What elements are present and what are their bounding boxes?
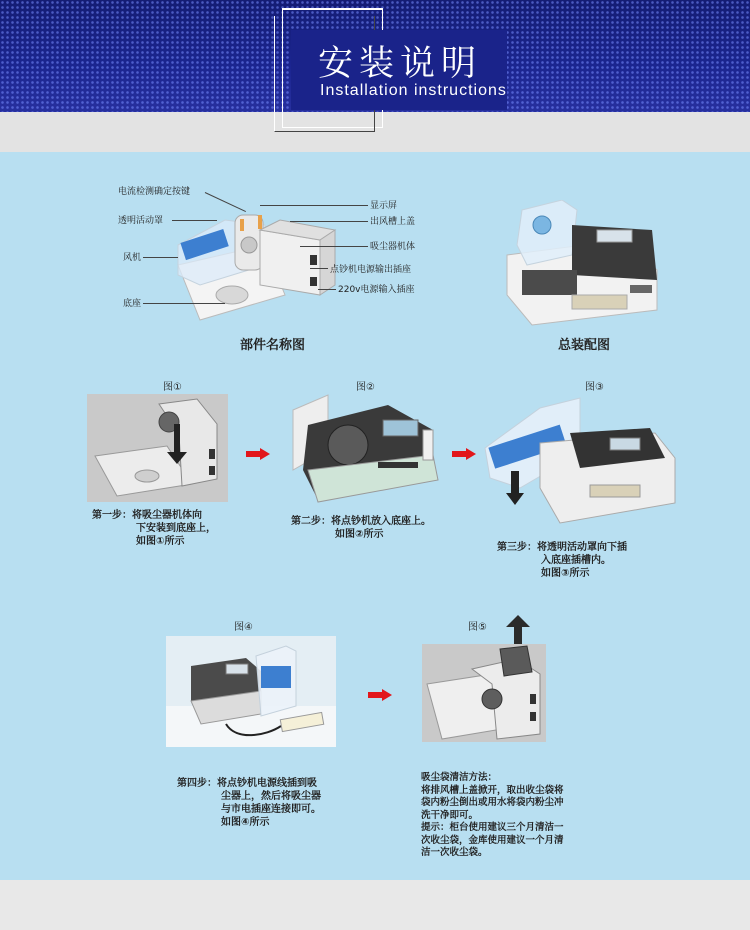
- page-subtitle: Installation instructions: [320, 82, 507, 99]
- figure-4-label: 图④: [234, 622, 253, 633]
- figure-3-image: [480, 393, 678, 529]
- step-2-line: 第二步：将点钞机放入底座上。: [291, 516, 431, 527]
- label-vacuum-body: 吸尘器机体: [370, 242, 416, 252]
- leader-line: [143, 303, 225, 304]
- step-4-line: 如图④所示: [221, 817, 270, 828]
- step-3-line: 入底座插槽内。: [541, 555, 611, 566]
- cleaning-line: 将排风槽上盖掀开，取出收尘袋将: [421, 784, 564, 796]
- figure-5-image: [422, 644, 546, 742]
- cleaning-line: 洁一次收尘袋。: [421, 847, 488, 858]
- step-1-line: 如图①所示: [136, 536, 185, 547]
- label-fan: 风机: [123, 253, 142, 263]
- figure-3-label: 图③: [585, 382, 604, 393]
- footer-band: [0, 880, 750, 930]
- arrow-right-icon: [368, 689, 392, 701]
- step-1-line: 第一步：将吸尘器机体向: [92, 510, 202, 521]
- cleaning-line: 吸尘袋清洁方法：: [421, 772, 498, 783]
- step-3-line: 如图③所示: [541, 568, 590, 579]
- leader-line: [290, 221, 368, 222]
- figure-4-image: [166, 636, 336, 747]
- cleaning-line: 提示：柜台使用建议三个月清洁一: [421, 822, 564, 833]
- label-outlet-cover: 出风槽上盖: [370, 217, 416, 227]
- arrow-right-icon: [452, 448, 476, 460]
- leader-line: [260, 205, 368, 206]
- parts-diagram: [170, 205, 340, 325]
- step-1-line: 下安装到底座上，: [136, 523, 216, 534]
- step-1-text: [92, 509, 216, 548]
- step-4-line: 尘器上，然后将吸尘器: [221, 791, 321, 802]
- assembly-image: [502, 200, 662, 328]
- arrow-right-icon: [246, 448, 270, 460]
- page-title: 安装说明: [318, 44, 483, 84]
- figure-1-label: 图①: [163, 382, 182, 393]
- figure-2-image: [288, 390, 443, 508]
- step-2-line: 如图②所示: [335, 529, 384, 540]
- label-counter-power-out: 点钞机电源输出插座: [330, 265, 412, 275]
- label-transparent-cover: 透明活动罩: [118, 216, 164, 226]
- parts-caption: 部件名称图: [240, 338, 306, 353]
- step-4-line: 第四步：将点钞机电源线插到吸: [177, 778, 317, 789]
- cleaning-line: 次收尘袋，金库使用建议一个月清: [421, 834, 564, 846]
- step-3-text: [497, 541, 627, 580]
- step-2-text: [291, 515, 431, 541]
- figure-2-label: 图②: [356, 382, 375, 393]
- leader-line: [310, 268, 328, 269]
- step-4-line: 与市电插座连接即可。: [221, 804, 321, 815]
- leader-line: [318, 289, 336, 290]
- figure-5-label: 图⑤: [468, 622, 487, 633]
- arrow-up-icon: [506, 615, 530, 645]
- leader-line: [300, 246, 368, 247]
- leader-line: [143, 257, 178, 258]
- label-base: 底座: [123, 299, 142, 309]
- label-power-in: 220v电源输入插座: [338, 285, 415, 295]
- cleaning-instructions: [421, 772, 564, 860]
- leader-line: [172, 220, 217, 221]
- figure-1-image: [87, 394, 228, 502]
- assembly-caption: 总装配图: [558, 338, 611, 353]
- step-3-line: 第三步：将透明活动罩向下插: [497, 542, 627, 553]
- step-4-text: [177, 777, 321, 829]
- label-display: 显示屏: [370, 201, 398, 211]
- cleaning-line: 袋内粉尘倒出或用水将袋内粉尘冲: [421, 797, 564, 808]
- label-current-button: 电流检测确定按键: [118, 187, 191, 197]
- cleaning-line: 洗干净即可。: [421, 809, 479, 821]
